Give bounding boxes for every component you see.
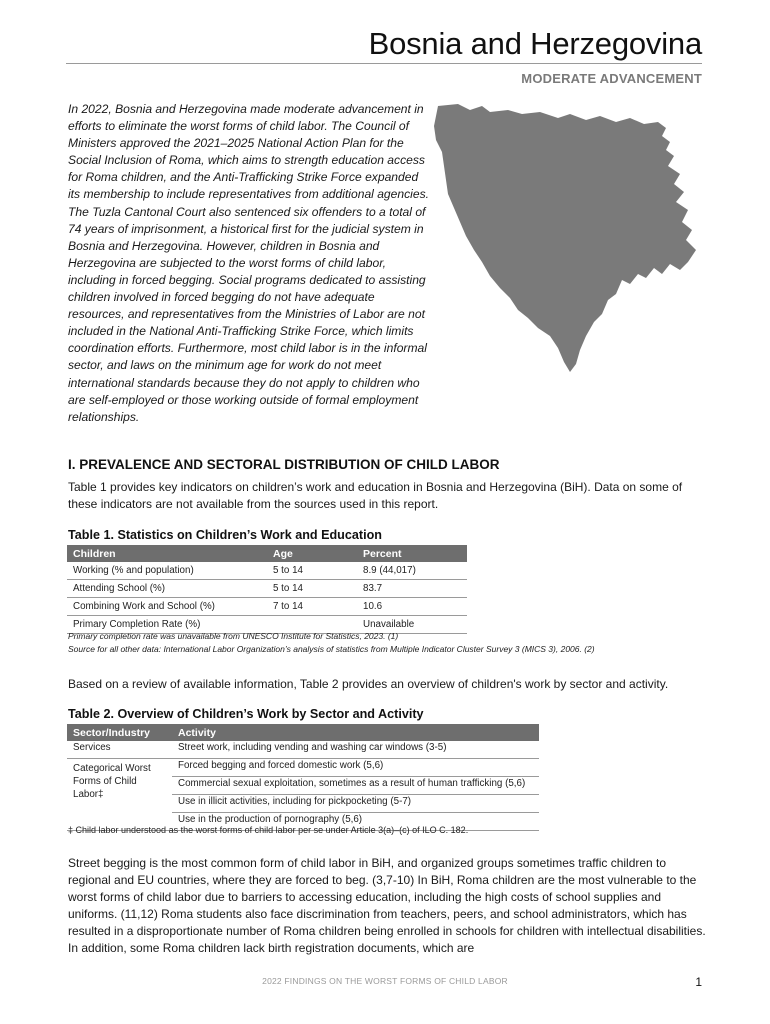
table-cell: Attending School (%) — [67, 580, 267, 598]
activity-cell: Street work, including vending and washing car windows (3-5) — [172, 741, 539, 759]
overview-paragraph: Based on a review of available information, Table 2 provides an overview of children's work by sector and activity. — [68, 677, 669, 691]
table2 — [67, 724, 539, 831]
table-header-cell: Percent — [357, 545, 467, 562]
table-row — [67, 580, 467, 598]
activity-cell: Commercial sexual exploitation, sometimes as a result of human trafficking (5,6) — [172, 777, 539, 795]
table-header-cell: Activity — [172, 724, 539, 741]
section-heading: I. PREVALENCE AND SECTORAL DISTRIBUTION OF CHILD LABOR — [68, 457, 500, 472]
footer-text: 2022 FINDINGS ON THE WORST FORMS OF CHILD LABOR — [262, 976, 508, 986]
table-cell: 8.9 (44,017) — [357, 562, 467, 580]
table-header-cell: Sector/Industry — [67, 724, 172, 741]
table-header-row — [67, 545, 467, 562]
body-paragraph: Street begging is the most common form of child labor in BiH, and organized groups sometimes traffic children to regional and EU countries, where they are forced to beg. (3,7-10) In BiH, Roma children are the most vulnerable to the worst forms of child labor due to barriers to accessing education, including the high costs of school supplies and uniforms. (11,12) Roma students also face discrimination from teachers, peers, and school administrators, which has resulted in a disproportionate number of Roma children being enrolled in schools for children with intellectual disabilities. In addition, some Roma children lack birth registration documents, which are — [68, 856, 706, 955]
section-intro-paragraph: Table 1 provides key indicators on children’s work and education in Bosnia and Herzegovina (BiH). Data on some of these indicators are not available from the sources used in this report. — [68, 480, 683, 511]
table-cell: Combining Work and School (%) — [67, 598, 267, 616]
sector-cell: Services — [67, 741, 172, 759]
table-cell: 7 to 14 — [267, 598, 357, 616]
table-cell: Primary Completion Rate (%) — [67, 616, 267, 634]
sector-cell: Categorical Worst Forms of Child Labor‡ — [67, 759, 172, 831]
title-rule — [66, 63, 702, 64]
intro-paragraph: In 2022, Bosnia and Herzegovina made moderate advancement in efforts to eliminate the worst forms of child labor. The Council of Ministers approved the 2021–2025 National Action Plan for the Social Inclusion of Roma, which aims to strength education access for Roma children, and the Anti-Trafficking Strike Force expanded its membership to include representatives from additional agencies. The Tuzla Cantonal Court also sentenced six offenders to a total of 74 years of imprisonment, a historical first for the judicial system in Bosnia and Herzegovina. However, children in Bosnia and Herzegovina are subjected to the worst forms of child labor, including in forced begging. Social programs dedicated to assisting children involved in forced begging do not have adequate resources, and representatives from the Ministries of Labor are not included in the National Anti-Trafficking Strike Force, which limits coordination efforts. Furthermore, most child labor is in the informal sector, and laws on the minimum age for work do not meet international standards because they do not apply to children who are self-employed or those working outside of formal employment relationships. — [68, 102, 429, 424]
table-row — [67, 759, 539, 777]
table-row — [67, 562, 467, 580]
intro-text-block — [68, 101, 708, 426]
table-cell: 5 to 14 — [267, 562, 357, 580]
activity-cell: Forced begging and forced domestic work (5,6) — [172, 759, 539, 777]
table2-footnote: ‡ Child labor understood as the worst forms of child labor per se under Article 3(a)–(c) of ILO C. 182. — [68, 825, 469, 835]
activity-cell: Use in the production of pornography (5,6) — [172, 813, 539, 831]
table-cell: Working (% and population) — [67, 562, 267, 580]
table2-caption: Table 2. Overview of Children’s Work by Sector and Activity — [68, 707, 424, 721]
table1-note-source: Source for all other data: International Labor Organization’s analysis of statistics from Multiple Indicator Cluster Survey 3 (MICS 3), 2006. (2) — [68, 644, 595, 654]
table1 — [67, 545, 467, 634]
table-cell: 10.6 — [357, 598, 467, 616]
status-label: MODERATE ADVANCEMENT — [521, 71, 702, 86]
table-row — [67, 741, 539, 759]
activity-cell: Use in illicit activities, including for pickpocketing (5-7) — [172, 795, 539, 813]
table-cell: Unavailable — [357, 616, 467, 634]
page-number: 1 — [695, 975, 702, 989]
table-cell: 83.7 — [357, 580, 467, 598]
table-header-cell: Age — [267, 545, 357, 562]
table-row — [67, 598, 467, 616]
table1-caption: Table 1. Statistics on Children’s Work and Education — [68, 528, 382, 542]
page-title: Bosnia and Herzegovina — [368, 26, 702, 61]
table-header-cell: Children — [67, 545, 267, 562]
table1-note-completion: Primary completion rate was unavailable from UNESCO Institute for Statistics, 2023. (1) — [68, 631, 399, 641]
table-header-row — [67, 724, 539, 741]
table-cell: 5 to 14 — [267, 580, 357, 598]
